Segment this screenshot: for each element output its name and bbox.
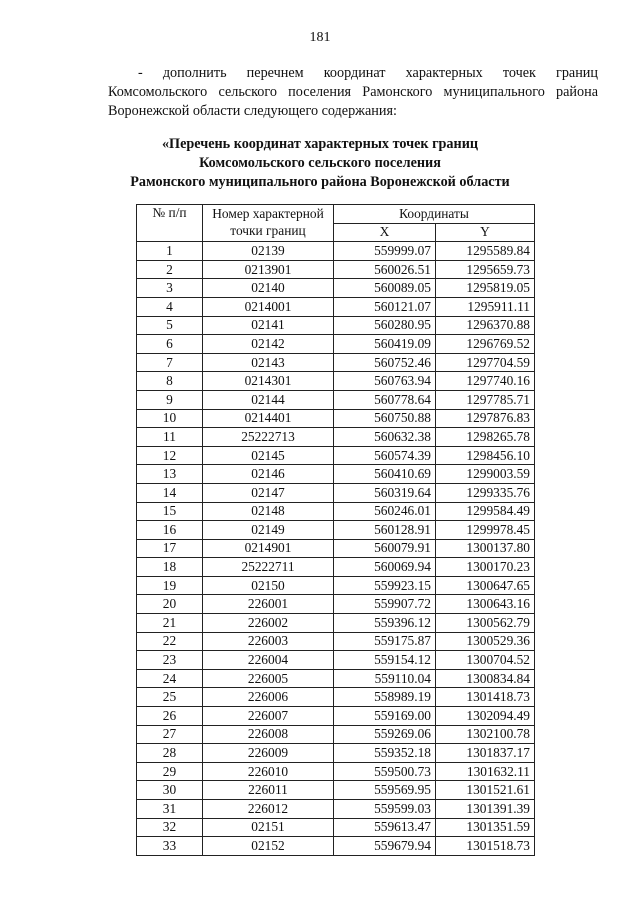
point-number-cell: 226003 <box>203 632 334 651</box>
row-number-cell: 4 <box>137 297 203 316</box>
y-coordinate-cell: 1299335.76 <box>436 483 535 502</box>
row-number-cell: 13 <box>137 465 203 484</box>
intro-text: - дополнить перечнем координат характерных точек границ Комсомольского сельского поселения Рамонского муниципального района Воронежской области следующего содержания: <box>108 65 598 119</box>
header-x: X <box>334 223 436 242</box>
x-coordinate-cell: 559169.00 <box>334 707 436 726</box>
y-coordinate-cell: 1301351.59 <box>436 818 535 837</box>
x-coordinate-cell: 560632.38 <box>334 428 436 447</box>
y-coordinate-cell: 1297704.59 <box>436 353 535 372</box>
table-row <box>137 372 535 391</box>
x-coordinate-cell: 560419.09 <box>334 335 436 354</box>
table-row <box>137 651 535 670</box>
point-number-cell: 25222711 <box>203 558 334 577</box>
point-number-cell: 02142 <box>203 335 334 354</box>
table-row <box>137 260 535 279</box>
x-coordinate-cell: 559352.18 <box>334 744 436 763</box>
list-heading <box>60 135 580 192</box>
y-coordinate-cell: 1300529.36 <box>436 632 535 651</box>
row-number-cell: 12 <box>137 446 203 465</box>
table-row <box>137 353 535 372</box>
point-number-cell: 226010 <box>203 762 334 781</box>
x-coordinate-cell: 559396.12 <box>334 614 436 633</box>
point-number-cell: 0214001 <box>203 297 334 316</box>
header-point-number: Номер характерной точки границ <box>203 205 334 242</box>
x-coordinate-cell: 559110.04 <box>334 669 436 688</box>
y-coordinate-cell: 1300834.84 <box>436 669 535 688</box>
row-number-cell: 31 <box>137 800 203 819</box>
point-number-cell: 02141 <box>203 316 334 335</box>
table-row <box>137 762 535 781</box>
table-row <box>137 781 535 800</box>
table-row <box>137 297 535 316</box>
x-coordinate-cell: 559999.07 <box>334 242 436 261</box>
y-coordinate-cell: 1298456.10 <box>436 446 535 465</box>
table-row <box>137 242 535 261</box>
y-coordinate-cell: 1300643.16 <box>436 595 535 614</box>
row-number-cell: 1 <box>137 242 203 261</box>
x-coordinate-cell: 559907.72 <box>334 595 436 614</box>
x-coordinate-cell: 560574.39 <box>334 446 436 465</box>
row-number-cell: 21 <box>137 614 203 633</box>
point-number-cell: 02148 <box>203 502 334 521</box>
coordinates-table <box>136 204 535 856</box>
table-row <box>137 539 535 558</box>
point-number-cell: 226002 <box>203 614 334 633</box>
y-coordinate-cell: 1301391.39 <box>436 800 535 819</box>
y-coordinate-cell: 1296769.52 <box>436 335 535 354</box>
row-number-cell: 28 <box>137 744 203 763</box>
table-row <box>137 428 535 447</box>
point-number-cell: 226001 <box>203 595 334 614</box>
table-row <box>137 576 535 595</box>
table-row <box>137 335 535 354</box>
point-number-cell: 02149 <box>203 521 334 540</box>
y-coordinate-cell: 1297876.83 <box>436 409 535 428</box>
x-coordinate-cell: 559613.47 <box>334 818 436 837</box>
row-number-cell: 22 <box>137 632 203 651</box>
y-coordinate-cell: 1302094.49 <box>436 707 535 726</box>
row-number-cell: 14 <box>137 483 203 502</box>
point-number-cell: 226007 <box>203 707 334 726</box>
x-coordinate-cell: 560319.64 <box>334 483 436 502</box>
point-number-cell: 226005 <box>203 669 334 688</box>
table-row <box>137 614 535 633</box>
point-number-cell: 226009 <box>203 744 334 763</box>
row-number-cell: 17 <box>137 539 203 558</box>
y-coordinate-cell: 1295589.84 <box>436 242 535 261</box>
y-coordinate-cell: 1297785.71 <box>436 390 535 409</box>
table-row <box>137 279 535 298</box>
x-coordinate-cell: 560752.46 <box>334 353 436 372</box>
table-row <box>137 707 535 726</box>
x-coordinate-cell: 559599.03 <box>334 800 436 819</box>
row-number-cell: 7 <box>137 353 203 372</box>
y-coordinate-cell: 1295819.05 <box>436 279 535 298</box>
row-number-cell: 29 <box>137 762 203 781</box>
x-coordinate-cell: 560778.64 <box>334 390 436 409</box>
table-row <box>137 837 535 856</box>
y-coordinate-cell: 1295911.11 <box>436 297 535 316</box>
table-row <box>137 558 535 577</box>
y-coordinate-cell: 1300647.65 <box>436 576 535 595</box>
table-body <box>137 242 535 856</box>
row-number-cell: 15 <box>137 502 203 521</box>
point-number-cell: 02152 <box>203 837 334 856</box>
row-number-cell: 2 <box>137 260 203 279</box>
row-number-cell: 27 <box>137 725 203 744</box>
table-row <box>137 800 535 819</box>
row-number-cell: 30 <box>137 781 203 800</box>
page-number: 181 <box>309 30 331 45</box>
row-number-cell: 9 <box>137 390 203 409</box>
y-coordinate-cell: 1302100.78 <box>436 725 535 744</box>
heading-line-2: Комсомольского сельского поселения <box>199 155 441 171</box>
y-coordinate-cell: 1300170.23 <box>436 558 535 577</box>
x-coordinate-cell: 560079.91 <box>334 539 436 558</box>
point-number-cell: 226011 <box>203 781 334 800</box>
y-coordinate-cell: 1301518.73 <box>436 837 535 856</box>
point-number-cell: 226008 <box>203 725 334 744</box>
header-y: Y <box>436 223 535 242</box>
row-number-cell: 11 <box>137 428 203 447</box>
row-number-cell: 23 <box>137 651 203 670</box>
y-coordinate-cell: 1301837.17 <box>436 744 535 763</box>
point-number-cell: 0213901 <box>203 260 334 279</box>
x-coordinate-cell: 559569.95 <box>334 781 436 800</box>
table-row <box>137 390 535 409</box>
table-row <box>137 632 535 651</box>
x-coordinate-cell: 560246.01 <box>334 502 436 521</box>
point-number-cell: 02151 <box>203 818 334 837</box>
table-row <box>137 502 535 521</box>
x-coordinate-cell: 560410.69 <box>334 465 436 484</box>
heading-line-1: «Перечень координат характерных точек границ <box>161 136 479 152</box>
x-coordinate-cell: 559923.15 <box>334 576 436 595</box>
table-row <box>137 595 535 614</box>
point-number-cell: 25222713 <box>203 428 334 447</box>
table-row <box>137 316 535 335</box>
row-number-cell: 26 <box>137 707 203 726</box>
point-number-cell: 02144 <box>203 390 334 409</box>
point-number-cell: 02139 <box>203 242 334 261</box>
intro-paragraph <box>108 64 598 121</box>
x-coordinate-cell: 559500.73 <box>334 762 436 781</box>
row-number-cell: 6 <box>137 335 203 354</box>
header-number: № п/п <box>137 205 203 242</box>
table-row <box>137 446 535 465</box>
table-row <box>137 725 535 744</box>
y-coordinate-cell: 1299584.49 <box>436 502 535 521</box>
x-coordinate-cell: 560280.95 <box>334 316 436 335</box>
x-coordinate-cell: 559154.12 <box>334 651 436 670</box>
y-coordinate-cell: 1301418.73 <box>436 688 535 707</box>
heading-line-3: Рамонского муниципального района Воронежской области <box>130 174 510 190</box>
point-number-cell: 226004 <box>203 651 334 670</box>
table-row <box>137 483 535 502</box>
row-number-cell: 20 <box>137 595 203 614</box>
table-row <box>137 744 535 763</box>
x-coordinate-cell: 560128.91 <box>334 521 436 540</box>
point-number-cell: 02140 <box>203 279 334 298</box>
x-coordinate-cell: 559679.94 <box>334 837 436 856</box>
table-header-row <box>137 205 535 224</box>
x-coordinate-cell: 559269.06 <box>334 725 436 744</box>
x-coordinate-cell: 560069.94 <box>334 558 436 577</box>
table-row <box>137 818 535 837</box>
row-number-cell: 8 <box>137 372 203 391</box>
x-coordinate-cell: 560121.07 <box>334 297 436 316</box>
y-coordinate-cell: 1297740.16 <box>436 372 535 391</box>
point-number-cell: 0214401 <box>203 409 334 428</box>
table-row <box>137 409 535 428</box>
row-number-cell: 25 <box>137 688 203 707</box>
x-coordinate-cell: 559175.87 <box>334 632 436 651</box>
row-number-cell: 5 <box>137 316 203 335</box>
row-number-cell: 19 <box>137 576 203 595</box>
table-row <box>137 669 535 688</box>
y-coordinate-cell: 1295659.73 <box>436 260 535 279</box>
x-coordinate-cell: 558989.19 <box>334 688 436 707</box>
header-coordinates: Координаты <box>334 205 535 224</box>
y-coordinate-cell: 1300704.52 <box>436 651 535 670</box>
y-coordinate-cell: 1300137.80 <box>436 539 535 558</box>
row-number-cell: 24 <box>137 669 203 688</box>
y-coordinate-cell: 1301521.61 <box>436 781 535 800</box>
row-number-cell: 10 <box>137 409 203 428</box>
table-row <box>137 521 535 540</box>
y-coordinate-cell: 1299003.59 <box>436 465 535 484</box>
point-number-cell: 0214901 <box>203 539 334 558</box>
row-number-cell: 16 <box>137 521 203 540</box>
row-number-cell: 18 <box>137 558 203 577</box>
point-number-cell: 226012 <box>203 800 334 819</box>
y-coordinate-cell: 1298265.78 <box>436 428 535 447</box>
point-number-cell: 02145 <box>203 446 334 465</box>
x-coordinate-cell: 560026.51 <box>334 260 436 279</box>
table-row <box>137 688 535 707</box>
point-number-cell: 02150 <box>203 576 334 595</box>
row-number-cell: 33 <box>137 837 203 856</box>
row-number-cell: 32 <box>137 818 203 837</box>
point-number-cell: 02147 <box>203 483 334 502</box>
row-number-cell: 3 <box>137 279 203 298</box>
point-number-cell: 02146 <box>203 465 334 484</box>
y-coordinate-cell: 1299978.45 <box>436 521 535 540</box>
x-coordinate-cell: 560750.88 <box>334 409 436 428</box>
table-row <box>137 465 535 484</box>
point-number-cell: 226006 <box>203 688 334 707</box>
y-coordinate-cell: 1301632.11 <box>436 762 535 781</box>
point-number-cell: 02143 <box>203 353 334 372</box>
x-coordinate-cell: 560763.94 <box>334 372 436 391</box>
y-coordinate-cell: 1296370.88 <box>436 316 535 335</box>
y-coordinate-cell: 1300562.79 <box>436 614 535 633</box>
point-number-cell: 0214301 <box>203 372 334 391</box>
x-coordinate-cell: 560089.05 <box>334 279 436 298</box>
